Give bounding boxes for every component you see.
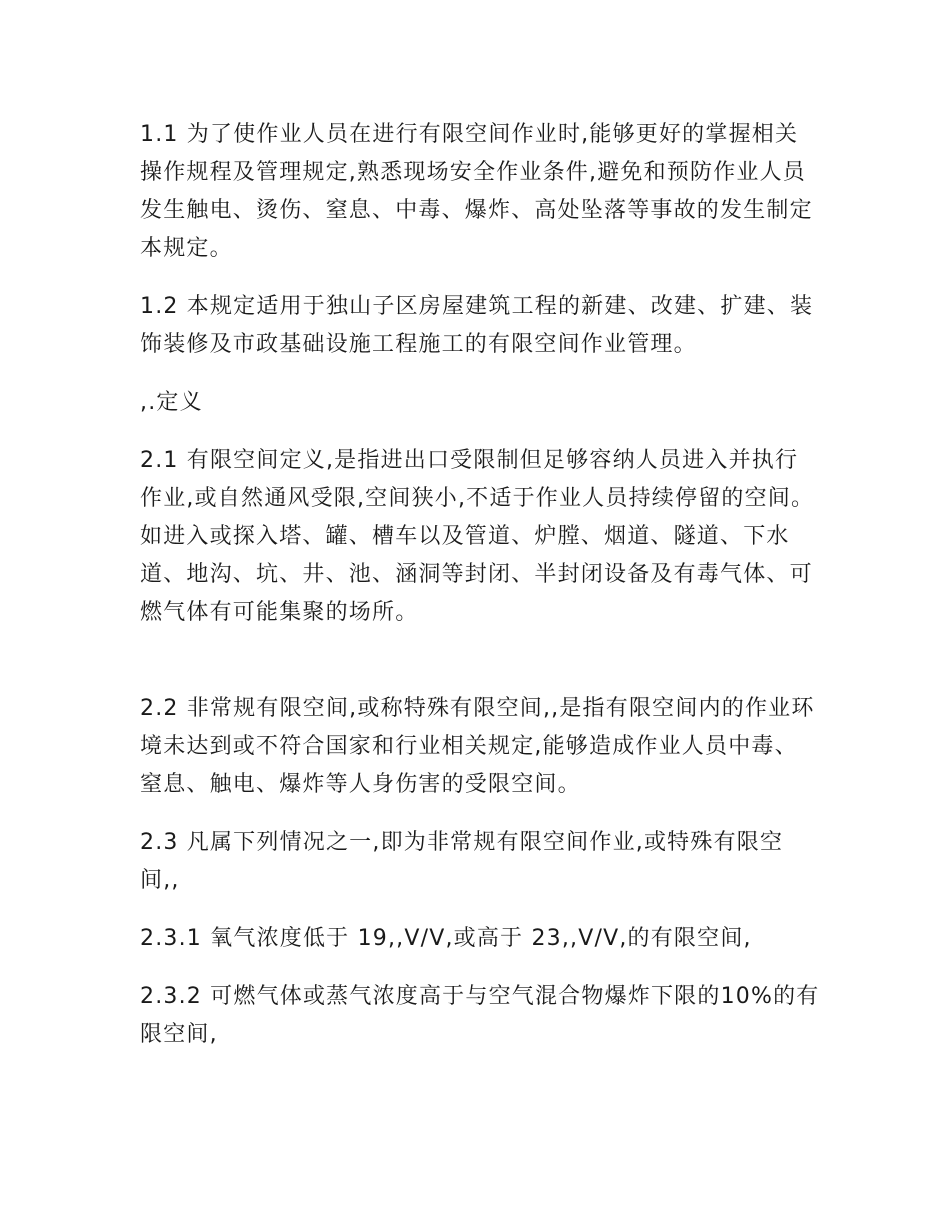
paragraph-2-1: 2.1 有限空间定义,是指进出口受限制但足够容纳人员进入并执行作业,或自然通风受限,空间狭小,不适于作业人员持续停留的空间。如进入或探入塔、罐、槽车以及管道、炉膛、烟道、隧道、下水道、地沟、坑、井、池、涵洞等封闭、半封闭设备及有毒气体、可燃气体有可能集聚的场所。 <box>140 448 815 625</box>
section-heading-definitions: ,.定义 <box>140 390 203 415</box>
paragraph-2-3-1: 2.3.1 氧气浓度低于 19,,V/V,或高于 23,,V/V,的有限空间, <box>140 926 752 951</box>
paragraph-2-2: 2.2 非常规有限空间,或称特殊有限空间,,是指有限空间内的作业环境未达到或不符合国家和行业相关规定,能够造成作业人员中毒、窒息、触电、爆炸等人身伤害的受限空间。 <box>140 696 815 797</box>
paragraph-1-2: 1.2 本规定适用于独山子区房屋建筑工程的新建、改建、扩建、装饰装修及市政基础设施工程施工的有限空间作业管理。 <box>140 294 814 357</box>
paragraph-1-1: 1.1 为了使作业人员在进行有限空间作业时,能够更好的掌握相关操作规程及管理规定,熟悉现场安全作业条件,避免和预防作业人员发生触电、烫伤、窒息、中毒、爆炸、高处坠落等事故的发生制定本规定。 <box>140 122 813 261</box>
paragraph-2-3: 2.3 凡属下列情况之一,即为非常规有限空间作业,或特殊有限空间,, <box>140 830 784 893</box>
paragraph-2-3-2: 2.3.2 可燃气体或蒸气浓度高于与空气混合物爆炸下限的10%的有限空间, <box>140 984 820 1047</box>
document-body <box>140 116 820 1074</box>
